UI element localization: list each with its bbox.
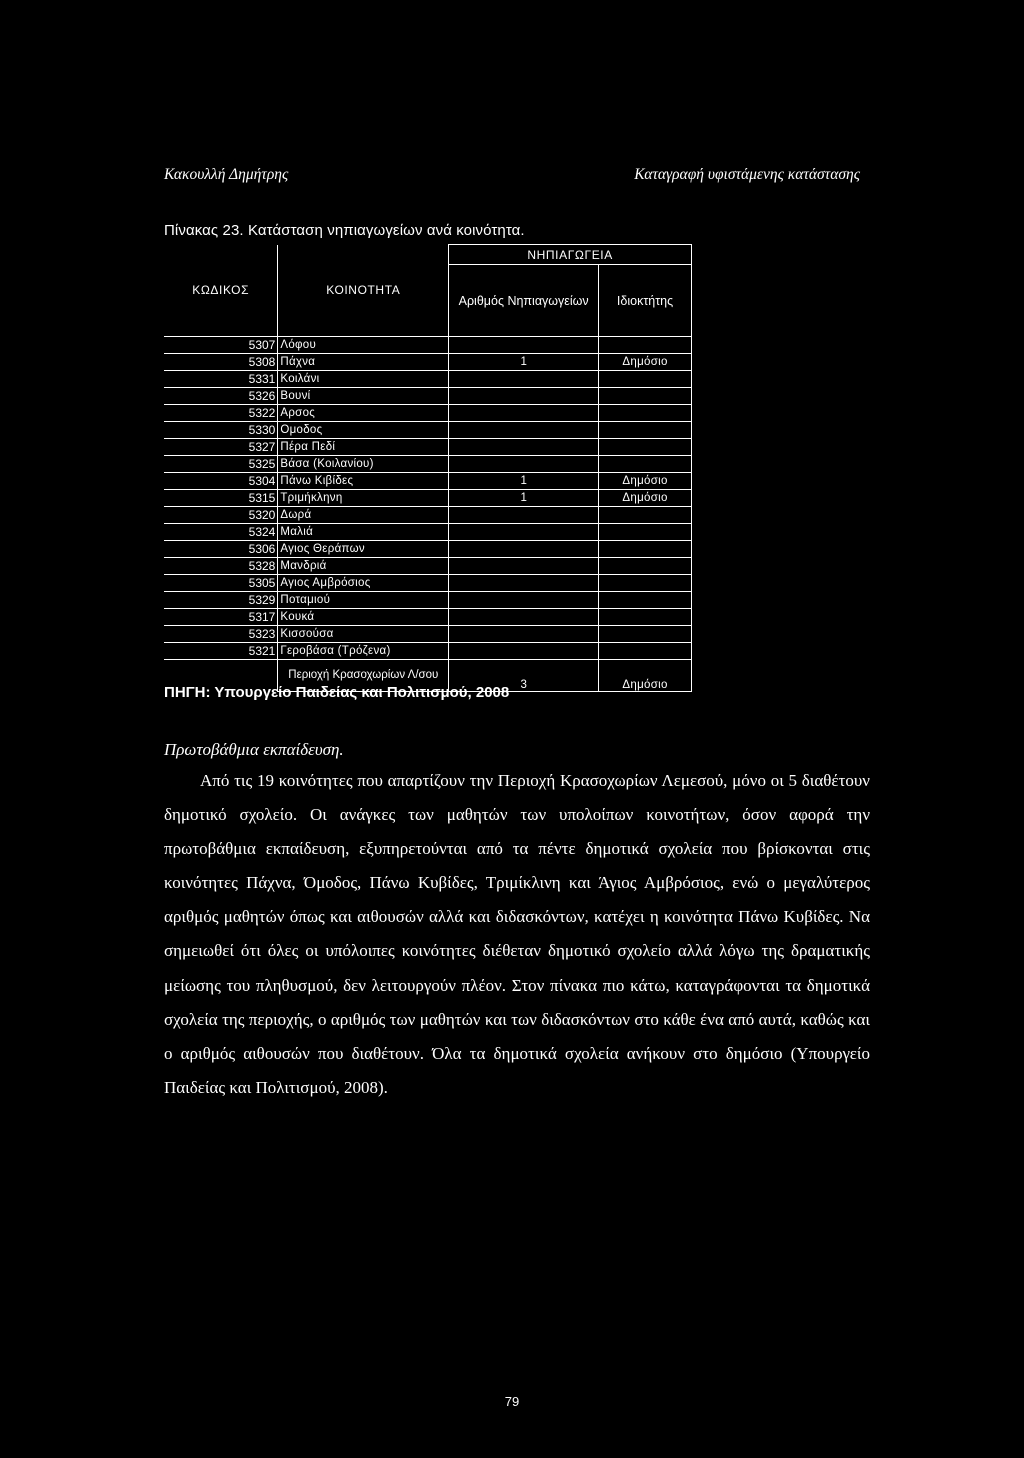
row-owner <box>599 439 692 456</box>
table-row <box>164 507 692 524</box>
row-owner <box>599 626 692 643</box>
row-count: 1 <box>449 490 599 507</box>
row-count <box>449 388 599 405</box>
row-owner: Δημόσιο <box>599 354 692 371</box>
row-owner <box>599 575 692 592</box>
table-row <box>164 422 692 439</box>
row-count <box>449 592 599 609</box>
row-code: 5304 <box>164 473 278 490</box>
row-code: 5315 <box>164 490 278 507</box>
page-number: 79 <box>504 1394 520 1409</box>
row-code: 5324 <box>164 524 278 541</box>
row-code: 5320 <box>164 507 278 524</box>
table-row <box>164 643 692 660</box>
row-count <box>449 337 599 354</box>
table-row <box>164 558 692 575</box>
table-row <box>164 575 692 592</box>
row-code: 5331 <box>164 371 278 388</box>
row-count <box>449 626 599 643</box>
row-community: Αγιος Θεράπων <box>278 541 449 558</box>
row-community: Μαλιά <box>278 524 449 541</box>
row-owner <box>599 524 692 541</box>
table-row <box>164 439 692 456</box>
row-code: 5306 <box>164 541 278 558</box>
table-row <box>164 609 692 626</box>
row-community: Ποταμιού <box>278 592 449 609</box>
row-community: Αρσος <box>278 405 449 422</box>
table-row <box>164 456 692 473</box>
kindergartens-table <box>164 244 692 692</box>
row-community: Κισσούσα <box>278 626 449 643</box>
row-owner <box>599 371 692 388</box>
row-count <box>449 558 599 575</box>
table-row <box>164 626 692 643</box>
table-row <box>164 524 692 541</box>
row-community: Κοιλάνι <box>278 371 449 388</box>
row-community: Κουκά <box>278 609 449 626</box>
table-row <box>164 490 692 507</box>
row-community: Λόφου <box>278 337 449 354</box>
row-code: 5322 <box>164 405 278 422</box>
body-paragraph: Από τις 19 κοινότητες που απαρτίζουν την Περιοχή Κρασοχωρίων Λεμεσού, μόνο οι 5 διαθέτουν δημοτικό σχολείο. Οι ανάγκες των μαθητών των υπολοίπων κοινοτήτων, όσον αφορά την πρωτοβάθμια εκπαίδευση, εξυπηρετούνται από τα πέντε δημοτικά σχολεία που βρίσκονται στις κοινότητες Πάχνα, Όμοδος, Πάνω Κυβίδες, Τριμίκλινη και Άγιος Αμβρόσιος, ενώ ο μεγαλύτερος αριθμός μαθητών όπως και αιθουσών αλλά και διδασκόντων, κατέχει η κοινότητα Πάνω Κυβίδες. Να σημειωθεί ότι όλες οι υπόλοιπες κοινότητες διέθεταν δημοτικό σχολείο αλλά λόγω της δραματικής μείωσης του πληθυσμού, δεν λειτουργούν πλέον. Στον πίνακα πιο κάτω, καταγράφονται τα δημοτικά σχολεία της περιοχής, ο αριθμός των μαθητών και των διδασκόντων στο κάθε ένα από αυτά, καθώς και ο αριθμός αιθουσών που διαθέτουν. Όλα τα δημοτικά σχολεία ανήκουν στο δημόσιο (Υπουργείο Παιδείας και Πολιτισμού, 2008). <box>164 771 870 1097</box>
row-code: 5323 <box>164 626 278 643</box>
row-count <box>449 507 599 524</box>
row-code: 5308 <box>164 354 278 371</box>
section-title: Πρωτοβάθμια εκπαίδευση. <box>164 740 344 759</box>
row-code: 5325 <box>164 456 278 473</box>
row-owner: Δημόσιο <box>599 490 692 507</box>
row-code: 5305 <box>164 575 278 592</box>
col-header-community: ΚΟΙΝΟΤΗΤΑ <box>278 245 449 337</box>
group-header-kindergartens: ΝΗΠΙΑΓΩΓΕΙΑ <box>449 245 692 265</box>
row-count: 1 <box>449 354 599 371</box>
table-row <box>164 337 692 354</box>
row-community: Μανδριά <box>278 558 449 575</box>
total-row-name: Περιοχή Κρασοχωρίων Λ/σου <box>278 660 449 692</box>
row-count <box>449 609 599 626</box>
row-code: 5321 <box>164 643 278 660</box>
row-owner <box>599 592 692 609</box>
row-owner <box>599 405 692 422</box>
row-owner <box>599 541 692 558</box>
row-community: Δωρά <box>278 507 449 524</box>
row-code: 5328 <box>164 558 278 575</box>
table-row <box>164 592 692 609</box>
table-row <box>164 371 692 388</box>
row-owner <box>599 337 692 354</box>
row-community: Τριμήκληνη <box>278 490 449 507</box>
row-community: Πέρα Πεδί <box>278 439 449 456</box>
row-count <box>449 541 599 558</box>
table-row <box>164 354 692 371</box>
col-header-count-text: Αριθμός Νηπιαγωγείων <box>458 293 589 308</box>
row-community: Ομοδος <box>278 422 449 439</box>
row-count <box>449 575 599 592</box>
row-owner <box>599 558 692 575</box>
row-count <box>449 439 599 456</box>
row-code: 5326 <box>164 388 278 405</box>
row-count: 1 <box>449 473 599 490</box>
table-row <box>164 388 692 405</box>
row-owner <box>599 422 692 439</box>
row-count <box>449 371 599 388</box>
table-caption: Πίνακας 23. Κατάσταση νηπιαγωγείων ανά κοινότητα. <box>164 222 525 239</box>
col-header-count <box>449 265 599 337</box>
row-count <box>449 643 599 660</box>
row-community: Βάσα (Κοιλανίου) <box>278 456 449 473</box>
row-owner <box>599 609 692 626</box>
table-row <box>164 405 692 422</box>
row-code: 5330 <box>164 422 278 439</box>
row-community: Πάχνα <box>278 354 449 371</box>
row-count <box>449 422 599 439</box>
total-row-count: 3 <box>449 660 599 692</box>
row-code: 5307 <box>164 337 278 354</box>
table-row <box>164 473 692 490</box>
row-owner <box>599 643 692 660</box>
row-owner <box>599 388 692 405</box>
row-code: 5327 <box>164 439 278 456</box>
total-row-owner: Δημόσιο <box>599 660 692 692</box>
col-header-code: ΚΩΔΙΚΟΣ <box>164 245 278 337</box>
row-community: Γεροβάσα (Τρόζενα) <box>278 643 449 660</box>
running-header-title: Καταγραφή υφιστάμενης κατάστασης <box>634 166 860 183</box>
row-count <box>449 524 599 541</box>
col-header-owner: Ιδιοκτήτης <box>599 265 692 337</box>
row-community: Βουνί <box>278 388 449 405</box>
row-code: 5329 <box>164 592 278 609</box>
row-owner <box>599 507 692 524</box>
row-code: 5317 <box>164 609 278 626</box>
row-count <box>449 405 599 422</box>
running-header-author: Κακουλλή Δημήτρης <box>164 166 289 183</box>
row-owner <box>599 456 692 473</box>
row-community: Πάνω Κιβίδες <box>278 473 449 490</box>
table-source: ΠΗΓΗ: Υπουργείο Παιδείας και Πολιτισμού, 2008 <box>164 684 510 701</box>
row-owner: Δημόσιο <box>599 473 692 490</box>
table-row <box>164 541 692 558</box>
row-community: Αγιος Αμβρόσιος <box>278 575 449 592</box>
row-count <box>449 456 599 473</box>
